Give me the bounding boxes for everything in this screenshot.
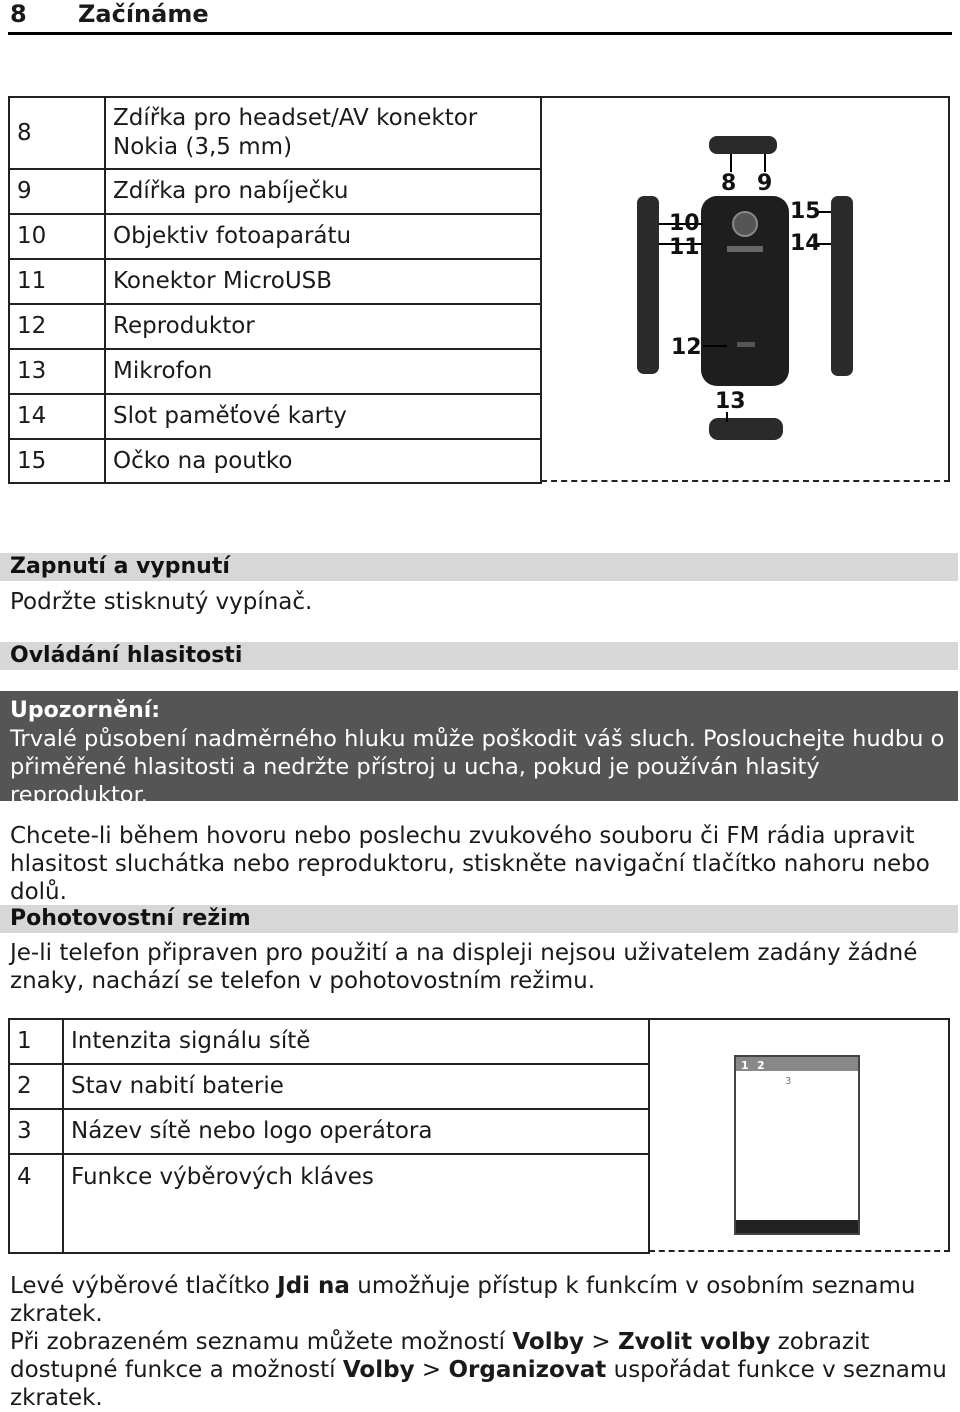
status-bar [736,1057,858,1071]
section-heading-text: Pohotovostní režim [10,906,251,931]
section-heading-text: Zapnutí a vypnutí [10,554,230,579]
screen-callout-3: 3 [785,1076,792,1087]
item-label: Stav nabití baterie [63,1064,649,1109]
display-screen [735,1056,859,1234]
callout-14: 14 [790,231,821,256]
part-label: Konektor MicroUSB [105,259,541,304]
item-number: 3 [9,1109,63,1154]
item-label: Název sítě nebo logo operátora [63,1109,649,1154]
page-number: 8 [10,0,27,28]
table-row [9,169,541,214]
part-label: Objektiv fotoaparátu [105,214,541,259]
power-text: Podržte stisknutý vypínač. [10,589,313,615]
part-number: 8 [9,97,105,169]
table-row [9,349,541,394]
screen-diagram [649,1020,946,1250]
part-number: 10 [9,214,105,259]
section-heading-standby [0,905,958,933]
part-label: Zdířka pro headset/AV konektor Nokia (3,5 mm) [105,97,541,169]
table-row [9,97,541,169]
part-number: 12 [9,304,105,349]
speaker-grille [737,342,755,347]
part-number: 15 [9,439,105,483]
table-row [9,214,541,259]
nokia-logo [727,246,763,252]
callout-8: 8 [721,171,737,196]
item-number: 1 [9,1019,63,1064]
text-run: Levé výběrové tlačítko [10,1273,278,1299]
camera-lens-icon [733,212,757,236]
callout-11: 11 [669,235,700,260]
text-run: > [584,1329,618,1355]
keyword-organize: Organizovat [448,1357,607,1383]
section-heading-text: Ovládání hlasitosti [10,643,243,668]
part-label: Mikrofon [105,349,541,394]
text-run: uspořádat funkce v seznamu zkratek. [10,1357,947,1411]
callout-10: 10 [669,211,700,236]
table-row [9,439,541,483]
part-label: Zdířka pro nabíječku [105,169,541,214]
part-label: Slot paměťové karty [105,394,541,439]
volume-text: Chcete-li během hovoru nebo poslechu zvukového souboru či FM rádia upravit hlasitost sluchátka nebo reproduktoru, stiskněte navigační tlačítko nahoru nebo dolů. [10,823,930,905]
item-number: 2 [9,1064,63,1109]
screen-diagram-frame [649,1018,950,1252]
softkey-paragraph [10,1272,954,1412]
screen-callout-2: 2 [757,1059,765,1072]
part-label: Reproduktor [105,304,541,349]
page-header [8,0,952,35]
part-label: Očko na poutko [105,439,541,483]
keyword-options: Volby [512,1329,585,1355]
callout-9: 9 [757,171,773,196]
screen-table [8,1018,650,1254]
callout-15: 15 [790,199,821,224]
table-row [9,1154,649,1253]
parts-table [8,96,542,484]
phone-diagram [541,98,946,478]
text-run: umožňuje přístup k funkcím v osobním seznamu zkratek. [10,1273,916,1327]
section-heading-volume [0,642,958,670]
text-run: zobrazit dostupné funkce a možností [10,1329,870,1383]
callout-13: 13 [715,389,746,414]
phone-top-edge [709,136,777,154]
text-run: Při zobrazeném seznamu můžete možností [10,1329,513,1355]
table-row [9,1019,649,1064]
table-row [9,259,541,304]
chapter-title: Začínáme [78,0,209,28]
phone-right-side [831,196,853,376]
table-row [9,304,541,349]
item-number: 4 [9,1154,63,1253]
callout-12: 12 [671,335,702,360]
part-number: 14 [9,394,105,439]
keyword-select-options: Zvolit volby [617,1329,771,1355]
warning-title: Upozornění: [10,698,161,723]
keyword-options: Volby [342,1357,415,1383]
part-number: 13 [9,349,105,394]
table-row [9,1064,649,1109]
part-number: 11 [9,259,105,304]
item-label: Intenzita signálu sítě [63,1019,649,1064]
screen-callout-1: 1 [741,1059,749,1072]
softkey-bar [736,1220,858,1233]
keyword-go-to: Jdi na [277,1273,350,1299]
table-row [9,1109,649,1154]
phone-bottom-edge [709,418,783,440]
table-row [9,394,541,439]
warning-box [0,691,958,808]
item-label: Funkce výběrových kláves [63,1154,649,1253]
part-number: 9 [9,169,105,214]
phone-diagram-frame [541,96,950,482]
text-run: > [414,1357,449,1383]
warning-text: Trvalé působení nadměrného hluku může poškodit váš sluch. Poslouchejte hudbu o přiměřené hlasitosti a nedržte přístroj u ucha, pokud je používán hlasitý reproduktor. [10,726,945,808]
phone-left-side [637,196,659,374]
section-heading-power [0,553,958,581]
standby-text: Je-li telefon připraven pro použití a na displeji nejsou uživatelem zadány žádné znaky, nachází se telefon v pohotovostním režimu. [10,940,918,994]
